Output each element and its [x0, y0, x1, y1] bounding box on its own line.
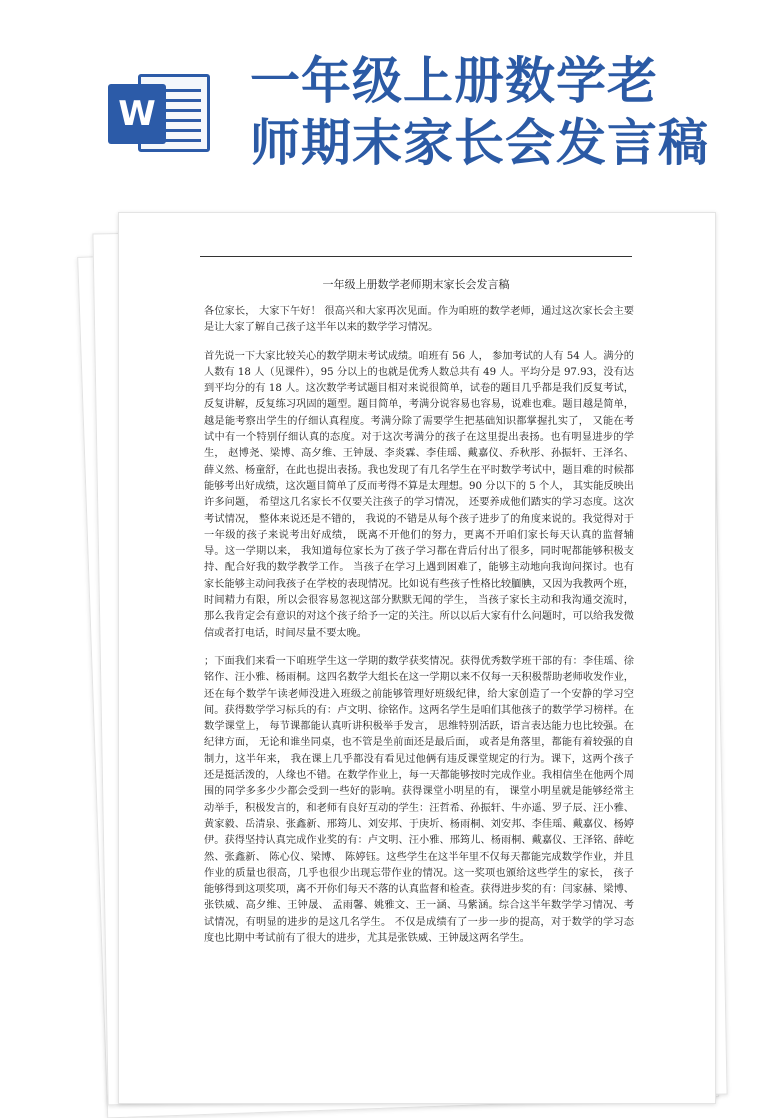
- page-title-line1: 一年级上册数学老: [250, 52, 658, 110]
- header-rule: [200, 256, 632, 257]
- page-header: [0, 0, 780, 205]
- page-title-line2: 师期末家长会发言稿: [250, 114, 709, 172]
- document-body: [204, 304, 634, 959]
- paragraph: 各位家长， 大家下午好！ 很高兴和大家再次见面。作为咱班的数学老师，通过这次家长会主要是让大家了解自己孩子这半年以来的数学学习情况。: [204, 306, 634, 334]
- word-document-icon: [108, 66, 212, 154]
- document-title: 一年级上册数学老师期末家长会发言稿: [322, 278, 510, 291]
- page-title: [250, 50, 750, 174]
- document-preview: [92, 212, 732, 1102]
- paragraph: ；下面我们来看一下咱班学生这一学期的数学获奖情况。获得优秀数学班干部的有：李佳瑶、徐铭作、汪小雅、杨雨桐。这四名数学大组长在这一学期以来不仅每一天积极帮助老师收发作业，还在每个数学午读老师没进入班级之前能够管理好班级纪律，给大家创造了一个安静的学习空间。获得数学学习标兵的有：卢文明、徐铭作。这两名学生是咱们其他孩子的数学学习榜样。在数学课堂上， 每节课都能认真听讲积极举手发言， 思维特别活跃，语言表达能力也比较强。在纪律方面， 无论和谁坐同桌，也不管是坐前面还是最后面， 或者是角落里，都能有着较强的自制力，这半年来， 我在课上几乎都没有看见过他俩有违反课堂规定的行为。课下，这两个孩子还是挺活泼的，人缘也不错。在数学作业上，每一天都能够按时完成作业。我相信坐在他两个周围的同学多多少少都会受到一些好的影响。获得课堂小明星的有， 课堂小明星就是能够经常主动举手，积极发言的，和老师有良好互动的学生：汪哲希、孙振轩、牛亦遥、罗子辰、汪小雅、黄家毅、岳清泉、张鑫新、邢筠儿、刘安邦、于庚圻、杨雨桐、刘安邦、李佳瑶、戴嘉仪、杨婷伊。获得坚持认真完成作业奖的有：卢文明、汪小雅、邢筠儿、杨雨桐、戴嘉仪、王泽铭、薛屹然、张鑫新、 陈心仪、梁博、 陈婷钰。这些学生在这半年里不仅每天都能完成数学作业，并且作业的质量也很高，几乎也很少出现忘带作业的情况。这一奖项也颁给这些学生的家长， 孩子能够得到这项奖项，离不开你们每天不落的认真监督和检查。获得进步奖的有：闫家赫、梁博、张铁威、高夕维、王钟晟、 孟雨馨、姚雅文、王一涵、马紫涵。综合这半年数学学习情况、考试情况，有明显的进步的是这几名学生。 不仅是成绩有了一步一步的提高，对于数学的学习态度也比期中考试前有了很大的进步，尤其是张铁威、王钟晟这两名学生。: [204, 655, 634, 944]
- paragraph: 首先说一下大家比较关心的数学期末考试成绩。咱班有 56 人， 参加考试的人有 54 人。满分的人数有 18 人（见课件），95 分以上的也就是优秀人数总共有 49 人。平均分是 97.93，没有达到平均分的有 18 人。这次数学考试题目相对来说很简单，试卷的题目几乎都是我们反复考试，反复讲解，反复练习巩固的题型。题目简单，考满分说容易也容易，说难也难。题目越是简单， 越是能考察出学生的仔细认真程度。考满分除了需要学生把基础知识都掌握扎实了， 又能在考试中有一个特别仔细认真的态度。对于这次考满分的孩子在这里提出表扬。也有明显进步的学生， 赵博尧、梁博、高夕维、王钟晟、李炎霖、李佳瑶、戴嘉仪、乔秋彤、孙振轩、王泽名、薛义然、杨童舒，在此也提出表扬。我也发现了有几名学生在平时数学考试中，题目难的时候都能够考出好成绩，这次题目简单了反而考得不算是太理想。90 分以下的 5 个人， 其实能反映出许多问题， 希望这几名家长不仅要关注孩子的学习情况， 还要养成他们踏实的学习态度。这次考试情况， 整体来说还是不错的， 我说的不错是从每个孩子进步了的角度来说的。我觉得对于一年级的孩子来说考出好成绩， 既离不开他们的努力，更离不开咱们家长每天认真的监督辅导。这一学期以来， 我知道每位家长为了孩子学习都在背后付出了很多，同时呢都能够积极支持、配合好我的数学教学工作。 当孩子在学习上遇到困难了，能够主动地向我询问探讨。也有家长能够主动问我孩子在学校的表现情况。比如说有些孩子性格比较腼腆，又因为我教两个班， 时间精力有限，所以会很容易忽视这部分默默无闻的学生， 当孩子家长主动和我沟通交流时，那么我肯定会有意识的对这个孩子给予一定的关注。所以以后大家有什么问题时，可以给我发微信或者打电话，时间尽量不要太晚。: [204, 350, 634, 639]
- word-letter-icon: W: [108, 84, 166, 144]
